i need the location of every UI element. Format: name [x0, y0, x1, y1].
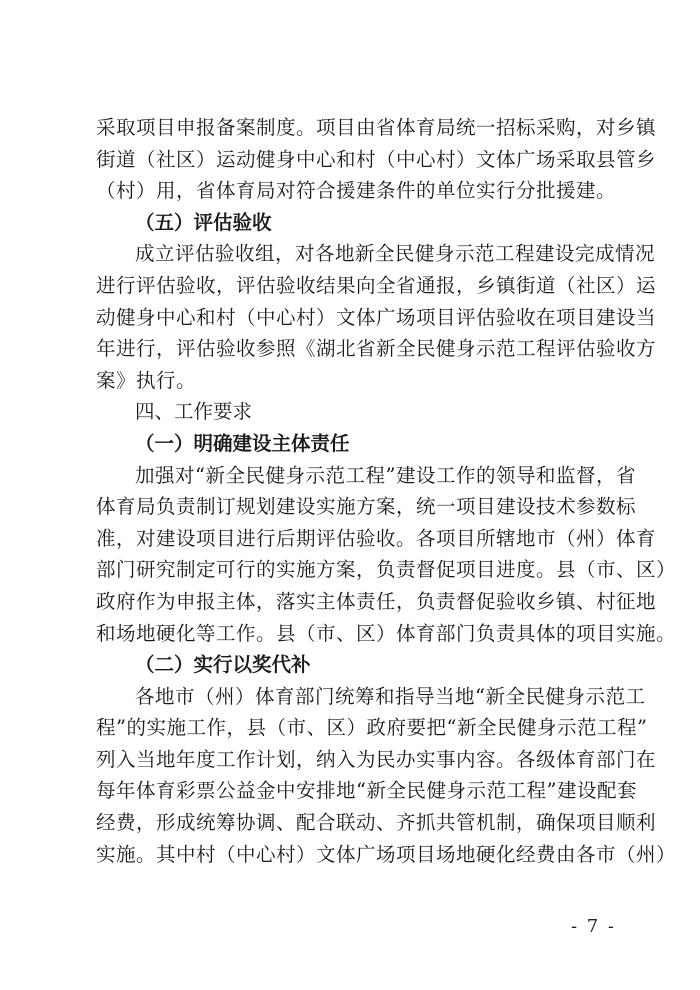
text-line: 案》执行。	[96, 368, 197, 392]
text-line: （村）用，省体育局对符合援建条件的单位实行分批援建。	[96, 179, 617, 203]
text-line: 街道（社区）运动健身中心和村（中心村）文体广场采取县管乡	[96, 147, 657, 171]
document-body	[96, 112, 677, 870]
text-line: 政府作为申报主体，落实主体责任，负责督促验收乡镇、村征地	[96, 589, 657, 613]
text-line: 部门研究制定可行的实施方案，负责督促项目进度。县（市、区）	[96, 558, 677, 582]
text-line: 实施。其中村（中心村）文体广场项目场地硬化经费由各市（州）	[96, 842, 677, 866]
text-line: 采取项目申报备案制度。项目由省体育局统一招标采购，对乡镇	[96, 116, 657, 139]
paragraph-responsibility	[96, 460, 677, 650]
subsection-heading-subsidy: （二）实行以奖代补	[135, 653, 311, 677]
text-line: 程”的实施工作，县（市、区）政府要把“新全民健身示范工程”	[96, 716, 648, 740]
section-heading-requirements: 四、工作要求	[135, 400, 253, 424]
text-line: 列入当地年度工作计划，纳入为民办实事内容。各级体育部门在	[96, 747, 657, 771]
text-line: 经费，形成统筹协调、配合联动、齐抓共管机制，确保项目顺利	[96, 811, 657, 835]
text-line: 动健身中心和村（中心村）文体广场项目评估验收在项目建设当	[96, 305, 657, 329]
paragraph-evaluation	[96, 238, 657, 396]
text-line: 体育局负责制订规划建设实施方案，统一项目建设技术参数标	[96, 495, 637, 519]
subsection-heading-responsibility: （一）明确建设主体责任	[135, 431, 350, 455]
text-line: 各地市（州）体育部门统筹和指导当地“新全民健身示范工	[135, 684, 646, 708]
text-line: 和场地硬化等工作。县（市、区）体育部门负责具体的项目实施。	[96, 621, 677, 645]
paragraph-procurement	[96, 112, 657, 207]
text-line: 准，对建设项目进行后期评估验收。各项目所辖地市（州）体育	[96, 526, 657, 550]
text-line: 年进行，评估验收参照《湖北省新全民健身示范工程评估验收方	[96, 337, 657, 361]
page-number: - 7 -	[570, 916, 616, 937]
text-line: 进行评估验收，评估验收结果向全省通报，乡镇街道（社区）运	[96, 273, 657, 297]
text-line: 成立评估验收组，对各地新全民健身示范工程建设完成情况	[135, 242, 656, 266]
paragraph-subsidy	[96, 681, 677, 871]
text-line: 每年体育彩票公益金中安排地“新全民健身示范工程”建设配套	[96, 779, 637, 803]
section-heading-evaluation: （五）评估验收	[135, 210, 272, 234]
text-line: 加强对“新全民健身示范工程”建设工作的领导和监督，省	[135, 463, 636, 487]
